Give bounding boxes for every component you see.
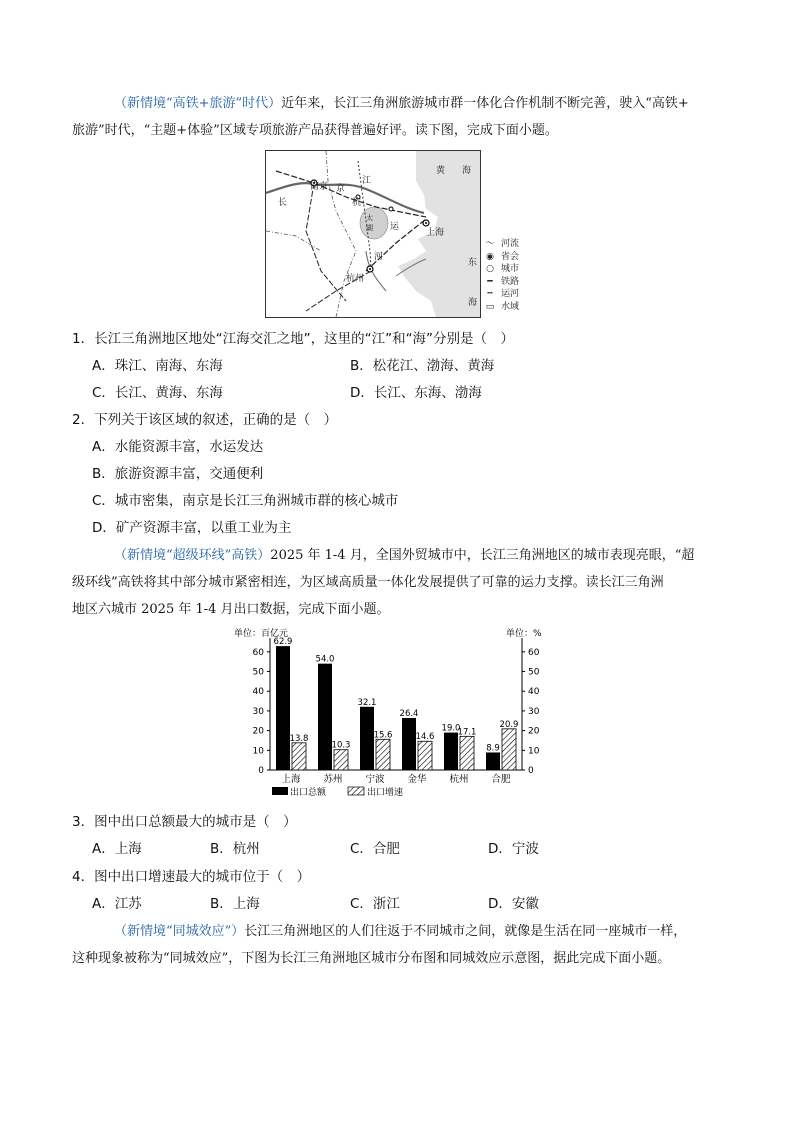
category-label: 上海 [281,774,301,785]
category-label: 苏州 [323,774,343,785]
legend-railway: ━ 铁路 [481,276,541,289]
canal-icon: ┅ [487,289,493,299]
context-tag: （新情境“高铁+旅游”时代） [114,96,282,111]
left-tick-label: 60 [252,647,264,658]
legend-swatch-growth [348,787,364,795]
right-tick-label: 10 [528,746,540,757]
yangtze-delta-map: 黄 海 南京 京 江 长 杭 太 湖 运 上海 河 杭州 东 海 [265,150,481,318]
legend-river: 〜 河流 [481,238,541,251]
left-tick-label: 30 [252,706,264,717]
chart-svg [230,622,560,812]
export-bar-chart [230,622,560,812]
category-label: 宁波 [365,774,385,785]
data-label-total: 26.4 [399,709,419,720]
left-tick-label: 40 [252,687,264,698]
bar-export-growth [502,729,516,770]
bar-export-total [360,707,374,770]
left-tick-label: 0 [258,766,264,776]
bar-export-total [486,752,500,770]
bar-export-total [276,646,290,770]
data-label-total: 32.1 [357,697,377,708]
data-label-growth: 15.6 [373,730,393,741]
q3-option-c[interactable]: C．合肥 [350,841,400,857]
question-4: 4．图中出口增速最大的城市位于（ ） [72,869,311,885]
category-label: 金华 [407,774,427,785]
right-tick-label: 0 [528,766,534,776]
left-tick-label: 50 [252,667,264,678]
bar-export-total [402,718,416,770]
data-label-total: 19.0 [441,723,461,734]
q1-option-c[interactable]: C．长江、黄海、东海 [92,385,223,401]
legend-swatch-total [272,787,288,795]
data-label-total: 54.0 [315,654,335,665]
question-2: 2．下列关于该区域的叙述，正确的是（ ） [72,412,338,428]
q4-option-b[interactable]: B．上海 [210,896,260,912]
bar-export-growth [292,743,306,770]
intro-paragraph-2: （新情境“超级环线”高铁）2025 年 1-4 月，全国外贸城市中，长江三角洲地区的城市表现亮眼，“超 级环线”高铁将其中部分城市紧密相连，为区域高质量一体化发展提供了可靠的运力支撑。读长江三角洲 地区六城市 2025 年 1-4 月出口数据，完成下面小题。 [72,548,695,617]
right-tick-label: 50 [528,667,540,678]
bar-export-total [318,664,332,770]
railway-icon: ━ [487,276,493,287]
bar-export-growth [460,736,474,770]
right-tick-label: 60 [528,647,540,658]
q3-option-b[interactable]: B．杭州 [210,841,260,857]
map-legend [481,238,541,313]
category-label: 合肥 [491,774,511,785]
q2-option-d[interactable]: D．矿产资源丰富，以重工业为主 [92,520,292,536]
category-label: 杭州 [449,774,469,785]
data-label-growth: 20.9 [499,719,519,730]
left-unit-label: 单位：百亿元 [234,629,289,639]
right-unit-label: 单位：% [506,629,542,639]
right-tick-label: 20 [528,726,540,737]
water-icon: ▭ [485,301,495,312]
bar-export-growth [376,739,390,770]
legend-label-total: 出口总额 [290,788,327,798]
question-1: 1．长江三角洲地区地处“江海交汇之地”，这里的“江”和“海”分别是（ ） [72,331,515,347]
data-label-growth: 14.6 [415,732,435,743]
legend-label-growth: 出口增速 [367,788,404,798]
context-tag: （新情境“同城效应”） [114,924,245,939]
q3-option-d[interactable]: D．宁波 [488,841,539,857]
city-icon: ○ [486,264,494,274]
q3-option-a[interactable]: A．上海 [92,841,142,857]
right-tick-label: 30 [528,706,540,717]
intro-paragraph-3: （新情境“同城效应”）长江三角洲地区的人们往返于不同城市之间，就像是生活在同一座城市一样， 这种现象被称为“同城效应”，下图为长江三角洲地区城市分布图和同城效应示意图，据此完成下面小题。 [72,924,687,966]
q4-option-c[interactable]: C．浙江 [350,896,400,912]
bar-export-total [444,733,458,770]
data-label-total: 62.9 [273,637,293,648]
legend-water: ▭ 水域 [481,301,541,314]
data-label-total: 8.9 [486,743,500,754]
q2-option-c[interactable]: C．城市密集，南京是长江三角洲城市群的核心城市 [92,493,399,509]
legend-canal: ┅ 运河 [481,288,541,301]
left-tick-label: 20 [252,726,264,737]
left-tick-label: 10 [252,746,264,757]
legend-city: ○ 城市 [481,263,541,276]
q1-option-d[interactable]: D．长江、东海、渤海 [350,385,482,401]
bar-export-growth [418,741,432,770]
question-3: 3．图中出口总额最大的城市是（ ） [72,814,297,830]
data-label-growth: 17.1 [457,727,477,738]
q4-option-a[interactable]: A．江苏 [92,896,142,912]
right-tick-label: 40 [528,687,540,698]
q2-option-a[interactable]: A．水能资源丰富，水运发达 [92,439,264,455]
context-tag: （新情境“超级环线”高铁） [114,548,271,563]
q4-option-d[interactable]: D．安徽 [488,896,539,912]
capital-icon: ◉ [486,251,494,262]
data-label-growth: 10.3 [331,740,351,751]
bar-export-growth [334,750,348,770]
data-label-growth: 13.8 [289,733,309,744]
river-icon: 〜 [485,239,495,249]
legend-capital: ◉ 省会 [481,251,541,264]
q1-option-b[interactable]: B．松花江、渤海、黄海 [350,358,495,374]
q1-option-a[interactable]: A．珠江、南海、东海 [92,358,223,374]
q2-option-b[interactable]: B．旅游资源丰富，交通便利 [92,466,264,482]
intro-paragraph-1: （新情境“高铁+旅游”时代）近年来，长江三角洲旅游城市群一体化合作机制不断完善，驶入“高铁+ 旅游”时代，“主题+体验”区域专项旅游产品获得普遍好评。读下图，完成下面小题。 [72,96,689,138]
